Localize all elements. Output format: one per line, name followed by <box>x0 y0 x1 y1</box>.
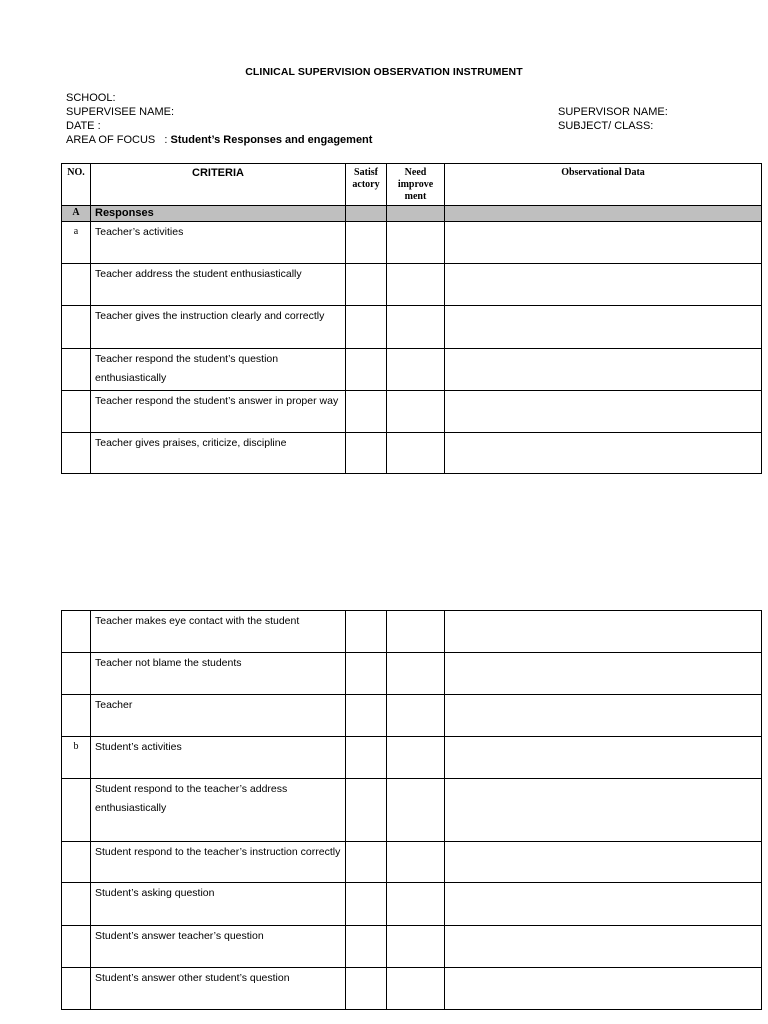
table-row <box>62 222 762 264</box>
row-no: b <box>62 737 91 779</box>
row-criteria: Student respond to the teacher’s instruction correctly <box>91 842 346 883</box>
satisfactory-cell[interactable] <box>346 222 387 264</box>
row-criteria: Teacher address the student enthusiastically <box>91 264 346 306</box>
section-no: A <box>62 206 91 222</box>
row-criteria: Teacher respond the student’s question enthusiastically <box>91 349 346 391</box>
table-row <box>62 653 762 695</box>
row-no <box>62 349 91 391</box>
observational-data-cell[interactable] <box>445 391 762 433</box>
need-improvement-cell[interactable] <box>387 883 445 926</box>
row-no <box>62 968 91 1010</box>
observational-data-cell[interactable] <box>445 611 762 653</box>
need-improvement-cell[interactable] <box>387 779 445 842</box>
meta-left <box>66 91 372 147</box>
row-no <box>62 391 91 433</box>
satisfactory-cell[interactable] <box>346 926 387 968</box>
row-no <box>62 842 91 883</box>
need-improvement-cell[interactable] <box>387 842 445 883</box>
satisfactory-cell[interactable] <box>346 737 387 779</box>
table-row <box>62 391 762 433</box>
observational-data-cell[interactable] <box>445 737 762 779</box>
subject-class-label: SUBJECT/ CLASS: <box>558 120 654 132</box>
row-no <box>62 653 91 695</box>
observational-data-cell[interactable] <box>445 222 762 264</box>
row-criteria: Student’s answer other student’s question <box>91 968 346 1010</box>
need-improvement-cell[interactable] <box>387 349 445 391</box>
row-criteria: Teacher gives the instruction clearly and correctly <box>91 306 346 349</box>
observational-data-cell[interactable] <box>445 926 762 968</box>
section-label: Responses <box>91 206 346 222</box>
row-criteria: Student respond to the teacher’s address enthusiastically <box>91 779 346 842</box>
row-no <box>62 306 91 349</box>
need-improvement-cell[interactable] <box>387 306 445 349</box>
section-satisfactory-cell <box>346 206 387 222</box>
row-criteria: Teacher gives praises, criticize, discipline <box>91 433 346 474</box>
satisfactory-cell[interactable] <box>346 695 387 737</box>
table-header-row <box>62 164 762 206</box>
need-improvement-cell[interactable] <box>387 695 445 737</box>
observation-table-2 <box>61 610 762 1010</box>
satisfactory-cell[interactable] <box>346 306 387 349</box>
need-improvement-cell[interactable] <box>387 968 445 1010</box>
section-need-cell <box>387 206 445 222</box>
row-criteria: Teacher’s activities <box>91 222 346 264</box>
table-row <box>62 926 762 968</box>
header-no: NO. <box>62 164 91 206</box>
observational-data-cell[interactable] <box>445 779 762 842</box>
satisfactory-cell[interactable] <box>346 349 387 391</box>
table-row <box>62 883 762 926</box>
section-obs-cell <box>445 206 762 222</box>
observational-data-cell[interactable] <box>445 968 762 1010</box>
observational-data-cell[interactable] <box>445 695 762 737</box>
need-improvement-cell[interactable] <box>387 653 445 695</box>
satisfactory-cell[interactable] <box>346 653 387 695</box>
table-row <box>62 695 762 737</box>
supervisor-label: SUPERVISOR NAME: <box>558 106 668 118</box>
header-satisfactory: Satisf actory <box>346 164 387 206</box>
satisfactory-cell[interactable] <box>346 779 387 842</box>
header-need-improvement: Need improve ment <box>387 164 445 206</box>
observational-data-cell[interactable] <box>445 883 762 926</box>
satisfactory-cell[interactable] <box>346 433 387 474</box>
table-row <box>62 779 762 842</box>
row-no <box>62 926 91 968</box>
observational-data-cell[interactable] <box>445 349 762 391</box>
table-2-body <box>62 611 762 1010</box>
area-of-focus <box>66 133 372 147</box>
row-no <box>62 611 91 653</box>
row-no <box>62 779 91 842</box>
satisfactory-cell[interactable] <box>346 611 387 653</box>
area-label: AREA OF FOCUS : <box>66 134 168 146</box>
need-improvement-cell[interactable] <box>387 926 445 968</box>
observational-data-cell[interactable] <box>445 653 762 695</box>
need-improvement-cell[interactable] <box>387 222 445 264</box>
observational-data-cell[interactable] <box>445 306 762 349</box>
table-1-body <box>62 222 762 474</box>
area-value: Student’s Responses and engagement <box>170 134 373 146</box>
table-row <box>62 968 762 1010</box>
table-row <box>62 306 762 349</box>
row-criteria: Student’s asking question <box>91 883 346 926</box>
section-row-responses <box>62 206 762 222</box>
row-no <box>62 433 91 474</box>
satisfactory-cell[interactable] <box>346 391 387 433</box>
meta-right <box>558 105 668 133</box>
row-no: a <box>62 222 91 264</box>
row-criteria: Teacher not blame the students <box>91 653 346 695</box>
row-criteria: Teacher makes eye contact with the student <box>91 611 346 653</box>
table-row <box>62 737 762 779</box>
row-no <box>62 264 91 306</box>
need-improvement-cell[interactable] <box>387 737 445 779</box>
date-label: DATE : <box>66 120 101 132</box>
observational-data-cell[interactable] <box>445 264 762 306</box>
satisfactory-cell[interactable] <box>346 968 387 1010</box>
row-no <box>62 883 91 926</box>
row-criteria: Teacher respond the student’s answer in proper way <box>91 391 346 433</box>
row-criteria: Student’s activities <box>91 737 346 779</box>
satisfactory-cell[interactable] <box>346 842 387 883</box>
need-improvement-cell[interactable] <box>387 391 445 433</box>
table-row <box>62 433 762 474</box>
observation-table-1 <box>61 163 762 474</box>
table-row <box>62 842 762 883</box>
observational-data-cell[interactable] <box>445 433 762 474</box>
satisfactory-cell[interactable] <box>346 883 387 926</box>
table-row <box>62 611 762 653</box>
table-row <box>62 264 762 306</box>
row-no <box>62 695 91 737</box>
school-label: SCHOOL: <box>66 92 116 104</box>
satisfactory-cell[interactable] <box>346 264 387 306</box>
observational-data-cell[interactable] <box>445 842 762 883</box>
header-criteria: CRITERIA <box>91 164 346 206</box>
need-improvement-cell[interactable] <box>387 433 445 474</box>
header-observational-data: Observational Data <box>445 164 762 206</box>
row-criteria: Student’s answer teacher’s question <box>91 926 346 968</box>
row-criteria: Teacher <box>91 695 346 737</box>
supervisee-label: SUPERVISEE NAME: <box>66 106 174 118</box>
need-improvement-cell[interactable] <box>387 611 445 653</box>
need-improvement-cell[interactable] <box>387 264 445 306</box>
document-title: CLINICAL SUPERVISION OBSERVATION INSTRUMENT <box>245 66 523 78</box>
table-row <box>62 349 762 391</box>
